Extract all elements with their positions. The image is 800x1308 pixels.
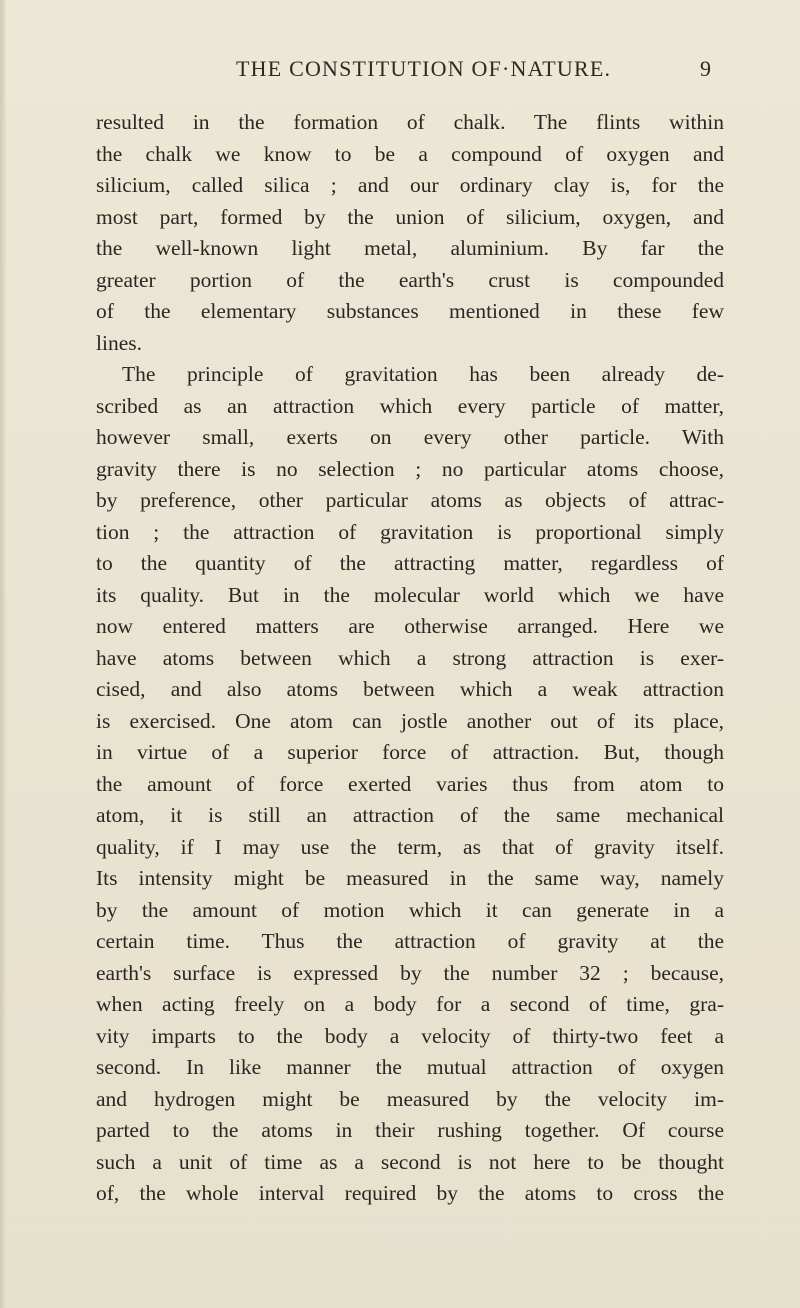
page-gutter-edge — [0, 0, 6, 1308]
text-line: second. In like manner the mutual attraction of oxygen — [96, 1055, 724, 1079]
text-line: atom, it is still an attraction of the same mechanical — [96, 803, 724, 827]
text-line: tion ; the attraction of gravitation is proportional simply — [96, 519, 724, 544]
text-line: resulted in the formation of chalk. The flints within — [96, 110, 724, 134]
running-head — [0, 56, 800, 86]
text-line: greater portion of the earth's crust is compounded — [96, 267, 724, 292]
text-line: quality, if I may use the term, as that of gravity itself. — [96, 834, 724, 859]
text-line: of the elementary substances mentioned in these few — [96, 299, 724, 323]
text-line: Its intensity might be measured in the same way, namely — [96, 866, 724, 890]
body-text — [96, 107, 724, 1210]
text-line: silicium, called silica ; and our ordinary clay is, for the — [96, 173, 724, 197]
text-line: cised, and also atoms between which a weak attraction — [96, 677, 724, 701]
text-line: certain time. Thus the attraction of gravity at the — [96, 929, 724, 953]
text-line: parted to the atoms in their rushing together. Of course — [96, 1118, 724, 1142]
text-line: vity imparts to the body a velocity of thirty-two feet a — [96, 1023, 724, 1048]
text-line: the well-known light metal, aluminium. By far the — [96, 236, 724, 260]
text-line: however small, exerts on every other particle. With — [96, 425, 724, 449]
text-line: is exercised. One atom can jostle another out of its place, — [96, 708, 724, 733]
text-line: such a unit of time as a second is not here to be thought — [96, 1149, 724, 1174]
text-line: lines. — [96, 330, 142, 355]
text-line: The principle of gravitation has been already de- — [122, 362, 724, 386]
text-line: when acting freely on a body for a second of time, gra- — [96, 992, 724, 1016]
text-line: gravity there is no selection ; no particular atoms choose, — [96, 456, 724, 481]
text-line: and hydrogen might be measured by the velocity im- — [96, 1086, 724, 1111]
text-line: to the quantity of the attracting matter, regardless of — [96, 551, 724, 575]
text-line: its quality. But in the molecular world which we have — [96, 582, 724, 607]
text-line: the chalk we know to be a compound of oxygen and — [96, 141, 724, 166]
text-line: most part, formed by the union of silicium, oxygen, and — [96, 204, 724, 229]
text-line: of, the whole interval required by the atoms to cross the — [96, 1181, 724, 1205]
text-line: by preference, other particular atoms as objects of attrac- — [96, 488, 724, 512]
text-line: in virtue of a superior force of attraction. But, though — [96, 740, 724, 764]
text-line: scribed as an attraction which every particle of matter, — [96, 393, 724, 418]
text-line: by the amount of motion which it can generate in a — [96, 897, 724, 922]
text-line: the amount of force exerted varies thus from atom to — [96, 771, 724, 796]
page-number: 9 — [700, 56, 711, 81]
text-line: earth's surface is expressed by the number 32 ; because, — [96, 960, 724, 985]
running-title: THE CONSTITUTION OF·NATURE. — [236, 56, 612, 81]
text-line: now entered matters are otherwise arranged. Here we — [96, 614, 724, 638]
text-line: have atoms between which a strong attraction is exer- — [96, 645, 724, 670]
